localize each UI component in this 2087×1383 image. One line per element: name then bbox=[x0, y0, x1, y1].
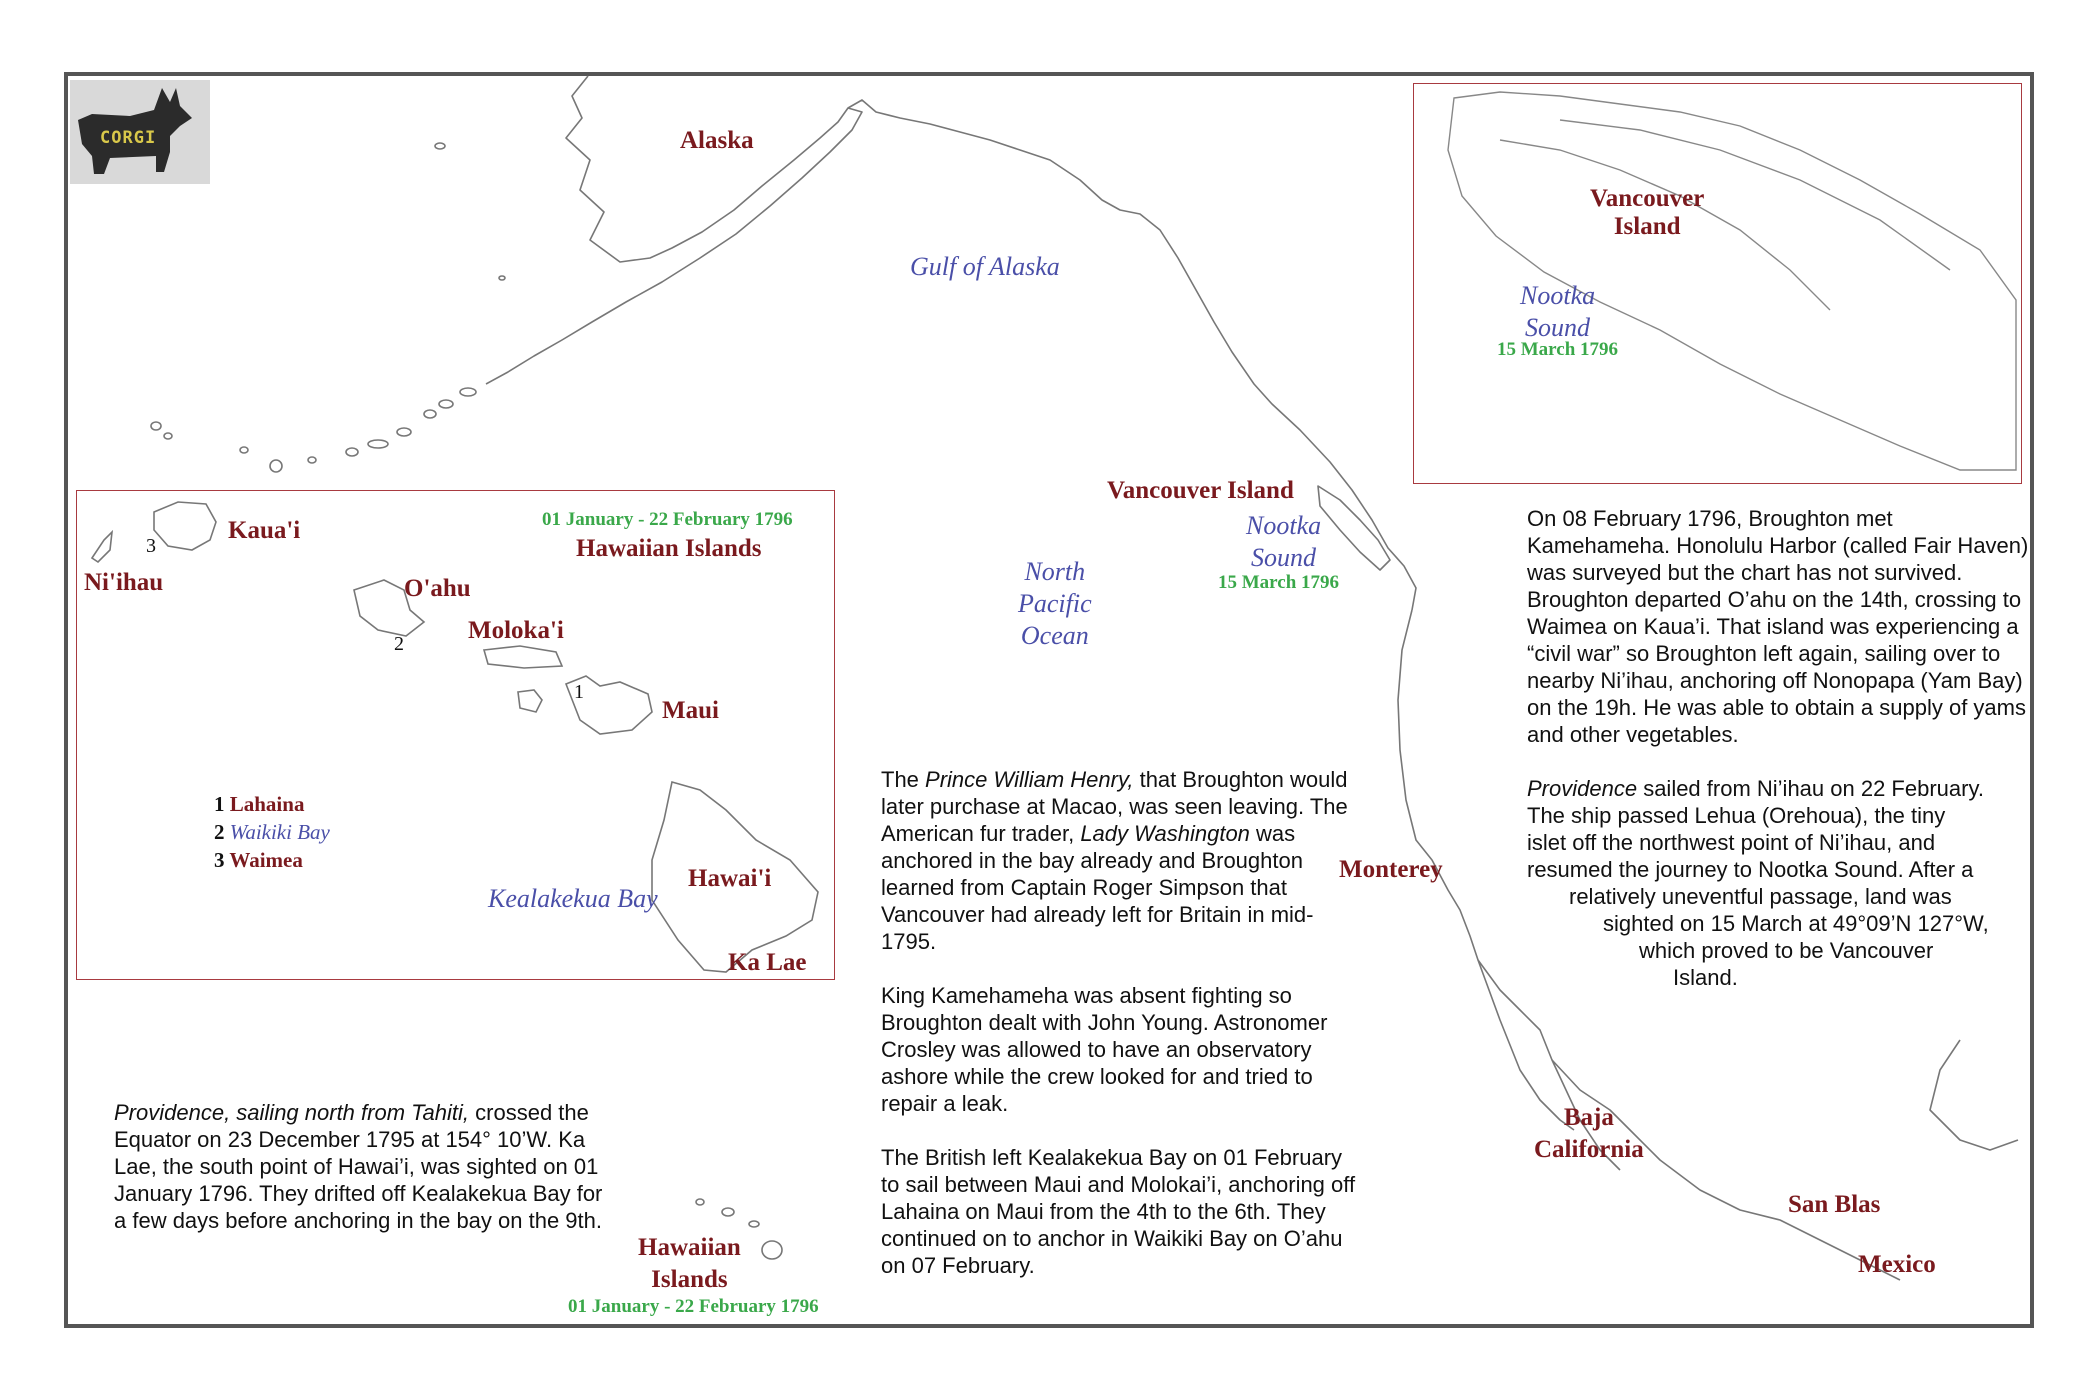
label-hawaiian-islands bbox=[638, 1232, 741, 1296]
middle-p1-c: that Broughton would later purchase at Macao, was seen leaving. The American fur trader, bbox=[881, 767, 1348, 846]
middle-p3: The British left Kealakekua Bay on 01 February to sail between Maui and Molokai’i, anchoring off Lahaina on Maui from the 4th to the 6th. They continued on to anchor in Waikiki Bay on O’ahu on 07 February. bbox=[881, 1145, 1356, 1278]
label-hawaii-date: 01 January - 22 February 1796 bbox=[568, 1296, 819, 1317]
text-providence-start bbox=[114, 1099, 610, 1234]
north-pacific-line3: Ocean bbox=[1020, 621, 1089, 650]
right-p2-l6: sighted on 15 March at 49°09’N 127°W, bbox=[1603, 911, 1989, 936]
legend-waimea: Waimea bbox=[229, 848, 303, 872]
hawaii-line2: Islands bbox=[651, 1266, 728, 1293]
right-p2-italic: Providence bbox=[1527, 776, 1638, 801]
legend-lahaina: Lahaina bbox=[229, 792, 305, 816]
marker-1: 1 bbox=[574, 681, 584, 703]
label-monterey: Monterey bbox=[1339, 856, 1443, 883]
right-p2-l5: relatively uneventful passage, land was bbox=[1569, 884, 1952, 909]
alaska-south-coast bbox=[848, 100, 1416, 610]
inset-vancouver-line1: Vancouver bbox=[1590, 185, 1705, 212]
label-north-pacific bbox=[1018, 556, 1092, 652]
hawaii-inset-title: Hawaiian Islands bbox=[576, 535, 762, 562]
middle-p1 bbox=[881, 766, 1361, 955]
middle-p1-d: Lady Washington bbox=[1080, 821, 1250, 846]
label-san-blas: San Blas bbox=[1788, 1191, 1881, 1218]
right-p1: On 08 February 1796, Broughton met Kamehameha. Honolulu Harbor (called Fair Haven) was surveyed but the chart has not survived. Broughton departed O’ahu on the 14th, crossing to Waimea on Kaua’i. That island was experiencing a “civil war” so Broughton left again, sailing over to nearby Ni’ihau, anchoring off Nonopapa (Yam Bay) on the 19h. He was able to obtain a supply of yams and other vegetables. bbox=[1527, 506, 2029, 747]
north-pacific-line2: Pacific bbox=[1018, 589, 1092, 618]
legend-row bbox=[214, 818, 330, 846]
middle-p1-a: The bbox=[881, 767, 926, 792]
middle-p2: King Kamehameha was absent fighting so Broughton dealt with John Young. Astronomer Crosley was allowed to have an observatory ashore while the crew looked for and tried to repair a leak. bbox=[881, 983, 1328, 1116]
vancouver-island-small bbox=[1318, 486, 1390, 570]
label-ka-lae: Ka Lae bbox=[728, 949, 807, 976]
middle-p1-e: was anchored in the bay already and Broughton learned from Captain Roger Simpson that Vancouver had already left for Britain in mid-1795. bbox=[881, 821, 1314, 954]
inset-nootka-line1: Nootka bbox=[1520, 281, 1596, 310]
north-pacific-line1: North bbox=[1024, 557, 1086, 586]
legend-num: 3 bbox=[214, 848, 225, 872]
label-molokai: Moloka'i bbox=[468, 617, 564, 644]
right-p2-l2: The ship passed Lehua (Orehoua), the tiny bbox=[1527, 803, 1946, 828]
hawaii-inset-date: 01 January - 22 February 1796 bbox=[542, 509, 793, 530]
hawaii-inset bbox=[76, 490, 835, 980]
inset-vancouver-line2: Island bbox=[1613, 213, 1681, 240]
label-niihau: Ni'ihau bbox=[84, 569, 164, 596]
legend-waikiki: Waikiki Bay bbox=[229, 820, 330, 844]
legend bbox=[214, 790, 330, 874]
right-p2-l7: which proved to be Vancouver bbox=[1639, 938, 1934, 963]
providence-rest: crossed the Equator on 23 December 1795 at 154° 10’W. Ka Lae, the south point of Hawai’i, was sighted on 01 January 1796. They drifted off Kealakekua Bay for a few days before anchoring in the bay on the 9th. bbox=[114, 1100, 603, 1233]
label-kauai: Kaua'i bbox=[228, 517, 301, 544]
label-oahu: O'ahu bbox=[404, 575, 471, 602]
inset-vancouver-island-label bbox=[1590, 186, 1704, 243]
label-mexico: Mexico bbox=[1858, 1251, 1936, 1278]
legend-num: 1 bbox=[214, 792, 225, 816]
baja-line2: California bbox=[1534, 1136, 1644, 1163]
text-middle bbox=[881, 766, 1361, 1279]
middle-p1-b: Prince William Henry, bbox=[925, 767, 1134, 792]
nootka-line2: Sound bbox=[1251, 543, 1317, 572]
mexico-coast bbox=[1552, 1060, 1900, 1280]
label-hawaii: Hawai'i bbox=[688, 865, 772, 892]
inset-nootka-line2: Sound bbox=[1525, 313, 1591, 342]
hawaii-line1: Hawaiian bbox=[638, 1234, 741, 1261]
inset-nootka-label bbox=[1520, 280, 1595, 344]
legend-row bbox=[214, 846, 330, 874]
aleutian-islands bbox=[151, 143, 505, 472]
label-alaska: Alaska bbox=[680, 127, 754, 154]
right-p2-l8: Island. bbox=[1673, 965, 1738, 990]
corgi-logo bbox=[70, 80, 210, 184]
mexico-east-coast bbox=[1930, 1040, 2018, 1150]
right-p2-l1: sailed from Ni’ihau on 22 February. bbox=[1637, 776, 1984, 801]
text-right bbox=[1527, 505, 2032, 991]
inset-nootka-date: 15 March 1796 bbox=[1497, 339, 1619, 360]
label-nootka-date: 15 March 1796 bbox=[1218, 572, 1340, 593]
marker-2: 2 bbox=[394, 633, 404, 655]
vancouver-inset bbox=[1413, 83, 2022, 484]
label-gulf-of-alaska: Gulf of Alaska bbox=[910, 252, 1060, 281]
right-p2 bbox=[1527, 775, 2032, 991]
label-baja-california bbox=[1534, 1102, 1644, 1166]
right-p2-l3: islet off the northwest point of Ni’ihau, and bbox=[1527, 830, 1936, 855]
providence-italic: Providence, sailing north from Tahiti, bbox=[114, 1100, 470, 1125]
label-vancouver-island: Vancouver Island bbox=[1107, 477, 1294, 504]
legend-row bbox=[214, 790, 330, 818]
marker-3: 3 bbox=[146, 535, 156, 557]
right-p2-l4: resumed the journey to Nootka Sound. After a bbox=[1527, 857, 1974, 882]
label-maui: Maui bbox=[662, 697, 719, 724]
alaska-coast bbox=[486, 76, 862, 384]
legend-num: 2 bbox=[214, 820, 225, 844]
logo-text: CORGI bbox=[100, 128, 157, 148]
baja-line1: Baja bbox=[1563, 1104, 1614, 1131]
nootka-line1: Nootka bbox=[1246, 511, 1322, 540]
label-nootka-sound bbox=[1246, 510, 1321, 574]
label-kealakekua: Kealakekua Bay bbox=[488, 884, 658, 913]
